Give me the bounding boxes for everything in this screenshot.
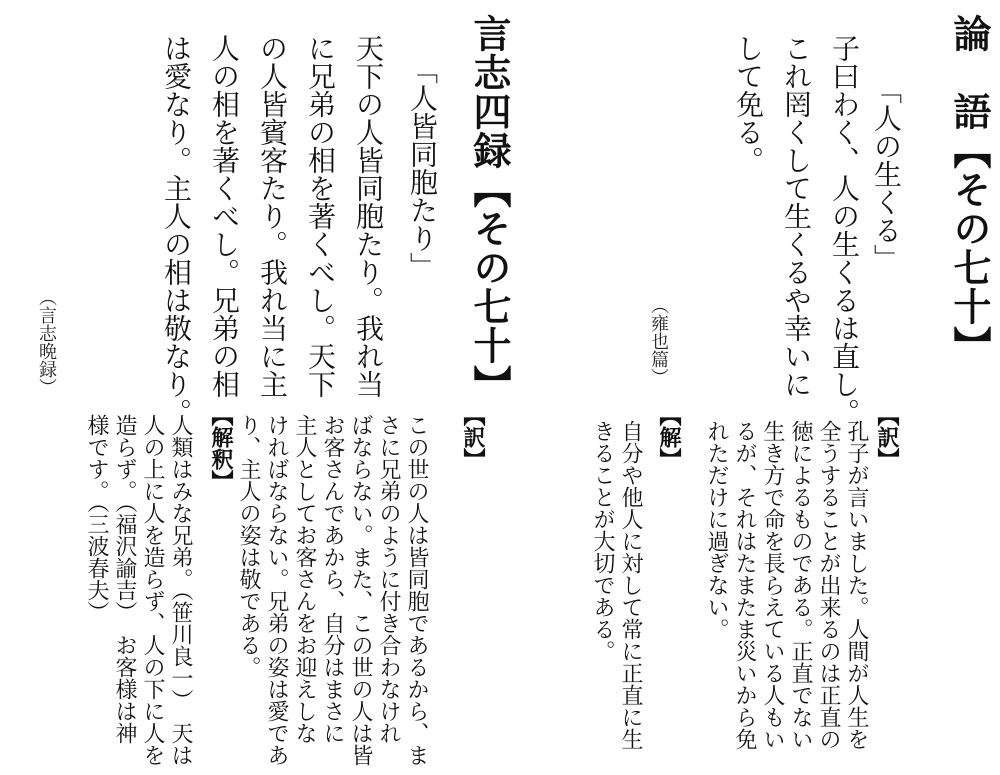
genshi-body: 天下の人皆同胞たり。我れ当 に兄弟の相を著くべし。天下 の人皆賓客たり。我れ当に主 人の相を著くべし。兄弟の相 は愛なり。主人の相は敬なり。 <box>160 34 385 426</box>
rongo-commentary-header: 【解】 <box>656 404 681 470</box>
genshi-commentary: 人類はみな兄弟。（笹川良一） 天は 人の上に人を造らず、人の下に人を 造らず。（福沢諭吉） お客様は神 様です。（三波春夫） <box>84 414 193 766</box>
rongo-quote: 「人の生くる」 <box>870 76 903 272</box>
rongo-translation: 孔子が言いました。人間が人生を 全うすることが出来るのは正直の 徳によるものである。正直でない 生き方で命を長らえている人もい るが、それはたまたま災いから免 れただけに過ぎない。 <box>704 420 869 750</box>
rongo-title: 論 語【その七十】 <box>947 14 992 365</box>
genshi-translation: この世の人は皆同胞であるから、ま さに兄弟のように付き合わなけれ ばならない。また、この世の人は皆 お客さんであから、自分はまさに 主人としてお客さんをお迎えしな ければならない。兄弟の姿は愛であ り、主人の姿は敬である。 <box>236 414 429 766</box>
genshi-quote: 「人皆同胞たり」 <box>406 56 439 280</box>
rongo-body: 子曰わく、人の生くるは直し。 これ罔くして生くるや幸いに して免る。 <box>732 34 861 426</box>
rongo-translation-header: 【訳】 <box>874 404 899 470</box>
rongo-source: （雍也篇） <box>648 296 669 386</box>
rongo-commentary: 自分や他人に対して常に正直に生 きることが大切である。 <box>590 420 643 750</box>
genshi-translation-header: 【訳】 <box>460 404 485 470</box>
genshi-source: （言志晩録） <box>36 288 57 396</box>
genshi-commentary-header: 【解釈】 <box>208 404 233 492</box>
genshi-title: 言志四録【その七十】 <box>467 14 512 404</box>
